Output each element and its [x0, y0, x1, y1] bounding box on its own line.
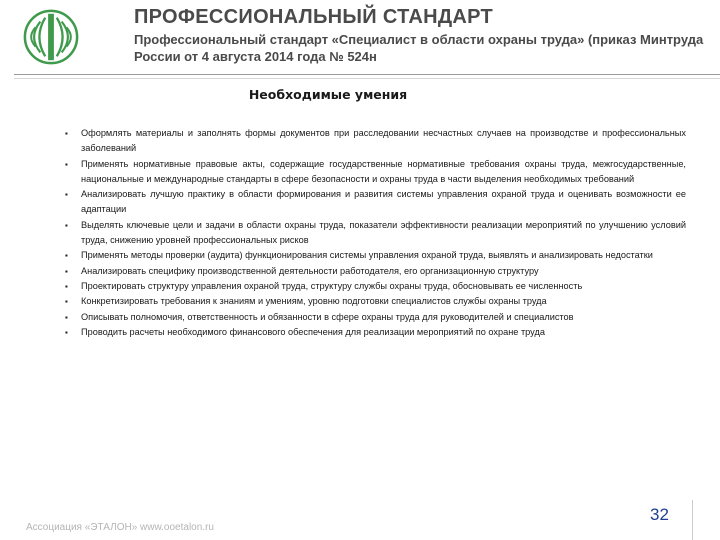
- list-item-text: Описывать полномочия, ответственность и обязанности в сфере охраны труда для руководителей и специалистов: [81, 311, 574, 322]
- bullet-icon: ▪: [65, 281, 68, 291]
- list-item: [64, 279, 686, 294]
- bullet-icon: ▪: [65, 312, 68, 322]
- list-item: [64, 310, 686, 325]
- header-divider-light: [14, 78, 720, 79]
- skills-list: [64, 126, 686, 340]
- list-item: [64, 218, 686, 249]
- bullet-icon: ▪: [65, 297, 68, 307]
- page-number: 32: [650, 505, 669, 524]
- list-item-text: Применять методы проверки (аудита) функционирования системы управления охраной труда, выявлять и анализировать недостатки: [81, 250, 653, 261]
- bullet-icon: ▪: [65, 190, 68, 200]
- list-item-text: Выделять ключевые цели и задачи в области охраны труда, показатели эффективности реализации мероприятий по улучшению условий труда, снижению уровней профессиональных рисков: [81, 219, 686, 246]
- footer-organization: Ассоциация «ЭТАЛОН» www.ooetalon.ru: [26, 522, 214, 533]
- page-subtitle: Профессиональный стандарт «Специалист в области охраны труда» (приказ Минтруда России от 4 августа 2014 года № 524н: [134, 32, 704, 64]
- list-item: [64, 157, 686, 188]
- list-item: [64, 264, 686, 279]
- bullet-icon: ▪: [65, 129, 68, 138]
- list-item-text: Оформлять материалы и заполнять формы документов при расследовании несчастных случаев на производстве и профессиональных заболеваний: [81, 128, 686, 154]
- bullet-icon: ▪: [65, 220, 68, 230]
- bullet-icon: ▪: [65, 159, 68, 169]
- header-divider: [14, 74, 720, 75]
- footer-divider: [692, 500, 693, 540]
- list-item-text: Анализировать лучшую практику в области формирования и развития системы управления охраной труда и оценивать возможности ее адаптации: [81, 189, 686, 215]
- list-item: [64, 126, 686, 157]
- list-item: [64, 325, 686, 340]
- list-item: [64, 294, 686, 309]
- list-item-text: Проектировать структуру управления охраной труда, структуру службы охраны труда, обосновывать ее численность: [81, 280, 583, 291]
- list-item-text: Применять нормативные правовые акты, содержащие государственные нормативные требования охраны труда, межгосударственные, национальные и международные стандарты в сфере безопасности и охраны труда в части выделения необходимых требований: [81, 158, 686, 184]
- bullet-icon: ▪: [65, 327, 68, 337]
- standard-logo-icon: [22, 8, 80, 66]
- list-item-text: Анализировать специфику производственной деятельности работодателя, его организационную структуру: [81, 265, 539, 276]
- bullet-icon: ▪: [65, 251, 68, 261]
- section-heading: Необходимые умения: [248, 87, 408, 102]
- list-item: [64, 248, 686, 263]
- list-item-text: Проводить расчеты необходимого финансового обеспечения для реализации мероприятий по охране труда: [81, 326, 545, 337]
- bullet-icon: ▪: [65, 266, 68, 276]
- page-title: ПРОФЕССИОНАЛЬНЫЙ СТАНДАРТ: [134, 6, 494, 28]
- list-item: [64, 187, 686, 218]
- list-item-text: Конкретизировать требования к знаниям и умениям, уровню подготовки специалистов службы охраны труда: [81, 296, 547, 307]
